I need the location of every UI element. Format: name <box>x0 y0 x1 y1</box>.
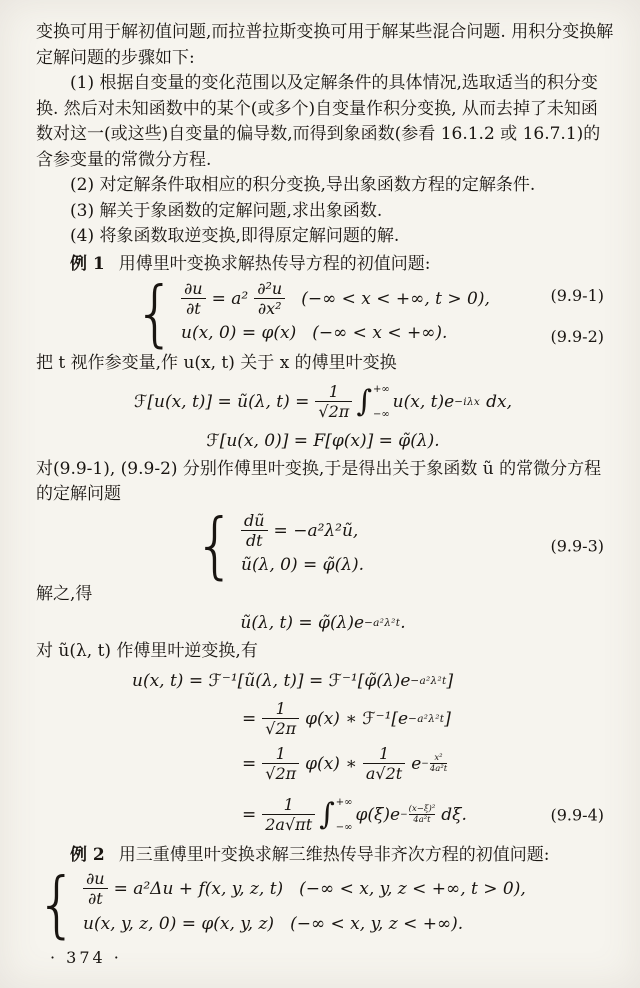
integral-bounds-994: +∞ −∞ <box>335 796 353 833</box>
init-transform-body: ℱ[u(x, 0)] = F[φ(x)] = φ̃(λ). <box>206 430 440 451</box>
inv4-integrand: φ(ξ)e <box>355 804 401 825</box>
equation-system-example-2 <box>36 862 610 947</box>
ex2-eq2-domain: (−∞ < x, y, z < +∞). <box>290 914 464 934</box>
equation-993-line-2 <box>241 550 364 580</box>
eq-number-992: (9.9-2) <box>550 327 604 346</box>
inv3-ebase: e <box>411 753 422 774</box>
inv3-equals: = <box>242 753 257 774</box>
equation-991 <box>181 280 490 317</box>
mid-text-2-line-2: 的定解问题 <box>36 484 121 504</box>
inv3-fraction-1: $\frac{1}{√2\pi}$ <box>262 745 299 782</box>
equation-fourier-transform <box>36 379 610 425</box>
example-1-heading <box>36 252 610 278</box>
inv1-body: u(x, t) = ℱ⁻¹[ũ(λ, t)] = ℱ⁻¹[φ̃(λ)e <box>132 670 411 691</box>
sqrt-symbol: √ <box>375 763 386 783</box>
ex2-equation-line-1 <box>83 870 526 908</box>
example-2-label: 例 2 <box>70 844 105 865</box>
fraction-du-dt-ex2: $\frac{\partial u}{\partial t}$ <box>83 870 108 907</box>
inv3-exp-fraction: $\frac{\text{x²}}{\text{4a²t}}$ <box>429 752 448 774</box>
inv2-equals: = <box>242 708 257 729</box>
inv4-fraction: $\frac{1}{2a√\pi t}$ <box>262 796 315 833</box>
eq-992-domain: (−∞ < x < +∞). <box>312 322 448 343</box>
step-1-line-3: 数对这一(或这些)自变量的偏导数,而得到象函数(参看 16.1.2 或 16.7.1)的 <box>36 124 601 144</box>
example-2-heading <box>36 843 610 869</box>
sqrt-symbol: √ <box>284 814 296 834</box>
inv4-dxi: dξ. <box>441 804 467 825</box>
mid-text-2-line-1: 对(9.9-1), (9.9-2) 分别作傅里叶变换,于是得出关于象函数 ũ 的常微分方程 <box>36 458 602 479</box>
inverse-line-3 <box>242 741 610 787</box>
eq-991-equals: = a² <box>211 288 249 309</box>
step-4: (4) 将象函数取逆变换,即得原定解问题的解. <box>70 226 400 246</box>
eq-992-body: u(x, 0) = φ(x) <box>181 322 297 343</box>
ex2-equation-line-2 <box>83 908 526 940</box>
inverse-line-4-wrap <box>36 791 610 839</box>
integral-symbol-994: ∫ <box>319 796 335 832</box>
fraction-d2u-dx2: $\frac{\text{∂²u}}{\text{∂x²}}$ <box>254 280 285 317</box>
inv3-exponent: − $\frac{\text{x²}}{\text{4a²t}}$ <box>421 752 448 774</box>
sqrt-symbol: √ <box>265 763 276 783</box>
solve-text: 解之,得 <box>36 583 93 604</box>
inverse-line-2 <box>242 699 610 739</box>
eq-993-rhs: = −a²λ²ũ, <box>273 520 359 541</box>
inverse-line-1 <box>132 665 610 697</box>
inv4-exp-fraction: $\frac{\text{(x−ξ)²}}{\text{4a²t}}$ <box>408 803 436 825</box>
fraction-1-sqrt2pi: $\frac{1}{√2\pi}$ <box>315 383 352 420</box>
step-3: (3) 解关于象函数的定解问题,求出象函数. <box>70 200 383 221</box>
step-1-line-1: (1) 根据自变量的变化范围以及定解条件的具体情况,选取适当的积分变 <box>70 73 598 93</box>
example-1-label: 例 1 <box>70 253 105 274</box>
system-brace: { <box>134 271 176 356</box>
ft-lhs: ℱ[u(x, t)] = ũ(λ, t) = <box>134 391 310 412</box>
ex2-eq1-rhs: = a²Δu + f(x, y, z, t) <box>113 879 284 899</box>
ft-exponent: −iλx <box>454 395 481 408</box>
page-number: · 374 · <box>50 948 122 967</box>
step-1-line-4: 含参变量的常微分方程. <box>36 149 212 170</box>
inv4-equals: = <box>242 804 257 825</box>
system-brace-ex2: { <box>36 862 78 947</box>
eq-number-994: (9.9-4) <box>550 805 604 824</box>
inv2-exponent: −a²λ²t <box>408 712 445 725</box>
solution-body: ũ(λ, t) = φ̃(λ)e <box>240 613 365 633</box>
integral-bounds: +∞ −∞ <box>372 383 390 420</box>
integral-symbol: ∫ <box>356 383 372 419</box>
solution-period: . <box>400 613 406 633</box>
equation-992 <box>181 317 490 348</box>
eq-number-991: (9.9-1) <box>550 286 604 305</box>
system-brace-993: { <box>194 502 236 588</box>
inv2-fraction: $\frac{1}{√2\pi}$ <box>262 700 299 737</box>
sqrt-symbol: √ <box>318 401 329 421</box>
ex2-eq2-body: u(x, y, z, 0) = φ(x, y, z) <box>83 914 275 934</box>
example-1-title: 用傅里叶变换求解热传导方程的初值问题: <box>118 253 431 274</box>
inv1-exponent: −a²λ²t <box>410 674 447 687</box>
mid-text-3: 对 ũ(λ, t) 作傅里叶逆变换,有 <box>36 641 258 661</box>
mid-text-1: 把 t 视作参变量,作 u(x, t) 关于 x 的傅里叶变换 <box>36 353 397 373</box>
step-2: (2) 对定解条件取相应的积分变换,导出象函数方程的定解条件. <box>70 175 536 195</box>
intro-line-1: 变换可用于解初值问题,而拉普拉斯变换可用于解某些混合问题. 用积分变换解 <box>36 22 614 42</box>
eq-993-initial: ũ(λ, 0) = φ̃(λ). <box>241 554 365 575</box>
fraction-dutilde-dt: $\frac{dũ}{dt}$ <box>241 512 268 549</box>
ft-integrand: u(x, t)e <box>392 391 455 412</box>
eq-number-993: (9.9-3) <box>550 536 604 555</box>
ft-dx: dx, <box>486 391 512 412</box>
equation-transform-solution <box>36 609 610 637</box>
sqrt-symbol: √ <box>265 718 276 738</box>
eq-991-domain: (−∞ < x < +∞, t > 0), <box>301 288 490 309</box>
equation-system-991-992 <box>36 271 610 356</box>
step-1-line-2: 换. 然后对未知函数中的某个(或多个)自变量作积分变换, 从而去掉了未知函 <box>36 98 598 119</box>
inv3-body: φ(x) ∗ <box>305 753 357 774</box>
equation-system-993 <box>36 502 610 588</box>
inv2-bracket: ] <box>444 708 451 729</box>
equation-993-line-1 <box>241 512 364 550</box>
inv4-exponent: − $\frac{\text{(x−ξ)²}}{\text{4a²t}}$ <box>400 803 436 825</box>
inv3-fraction-2: $\frac{1}{a√2t}$ <box>363 745 405 782</box>
fraction-du-dt: $\frac{\partial u}{\partial t}$ <box>181 280 206 317</box>
intro-line-2: 定解问题的步骤如下: <box>36 47 195 68</box>
inv1-bracket: ] <box>446 670 454 691</box>
equation-initial-transform <box>36 427 610 455</box>
example-2-title: 用三重傅里叶变换求解三维热传导非齐次方程的初值问题: <box>118 844 550 865</box>
inv2-body: φ(x) ∗ ℱ⁻¹[e <box>305 708 409 729</box>
solution-exponent: −a²λ²t <box>364 617 401 629</box>
ex2-eq1-domain: (−∞ < x, y, z < +∞, t > 0), <box>299 879 526 899</box>
